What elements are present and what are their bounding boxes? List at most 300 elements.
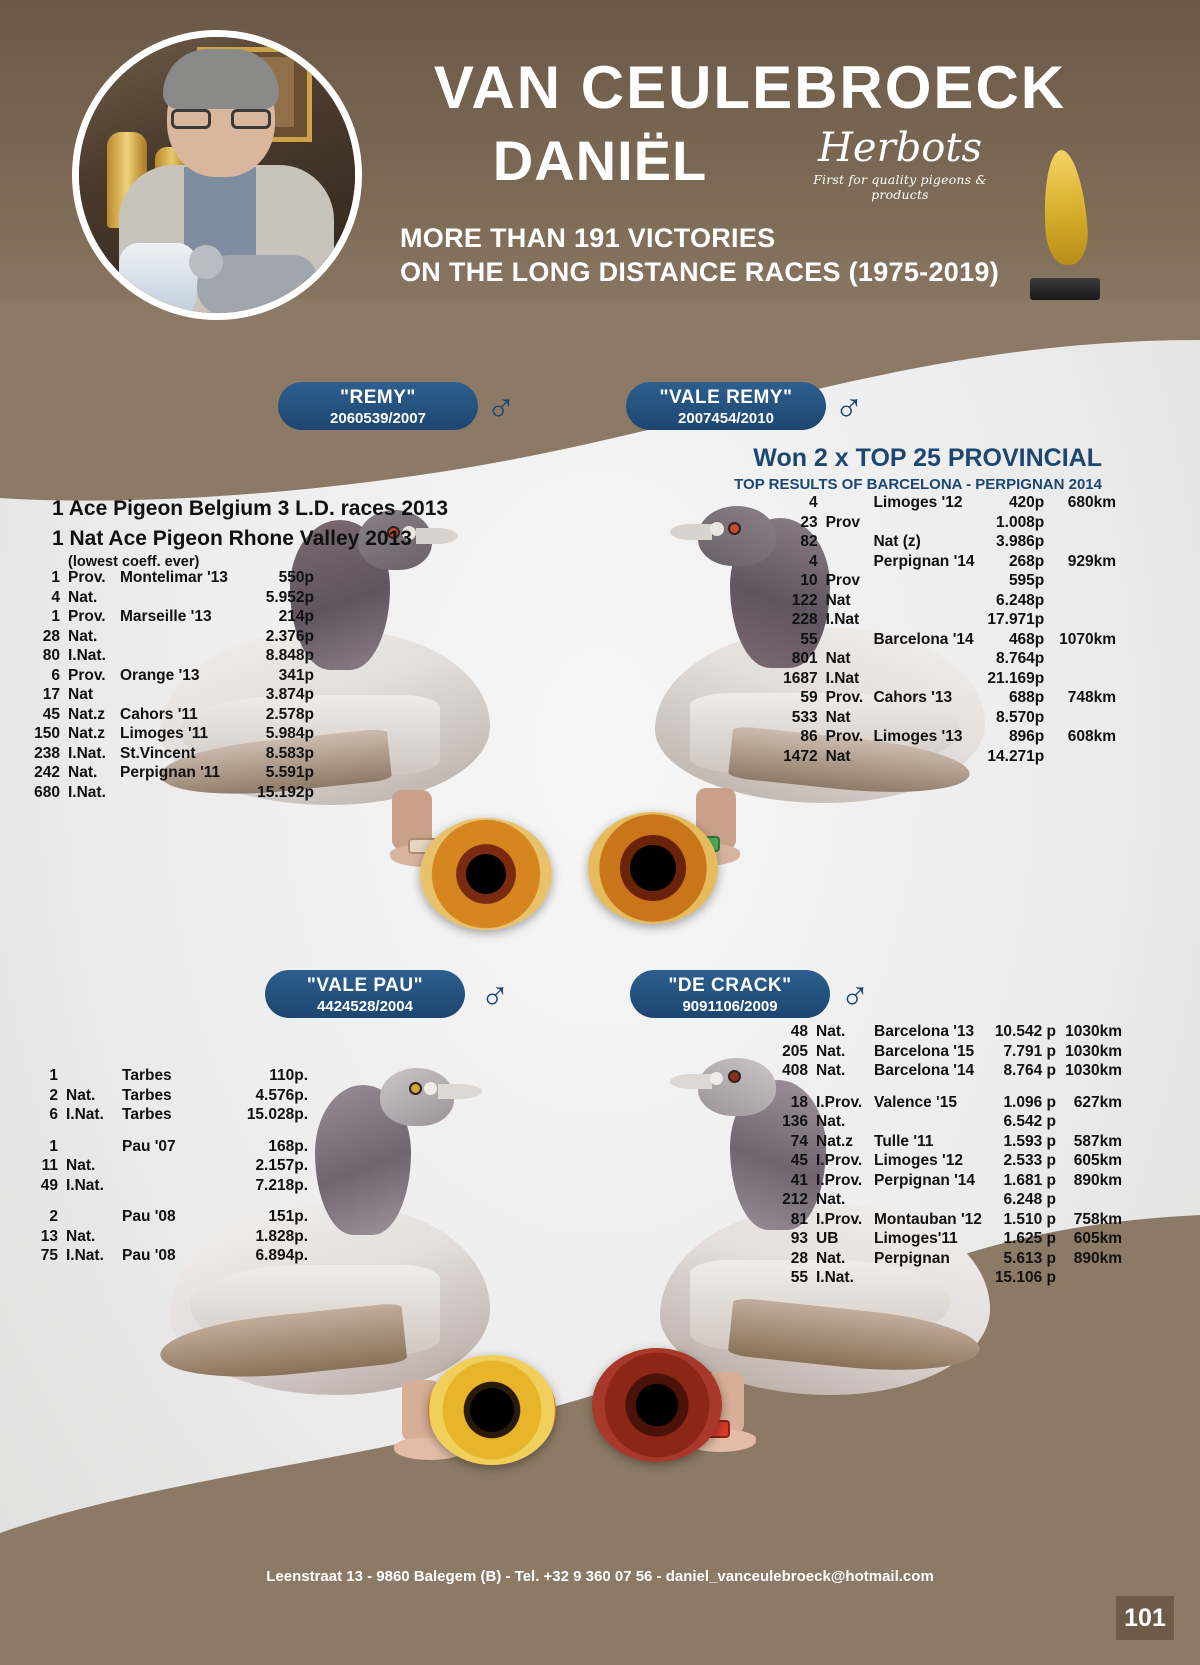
cell-birds: 7.218p. [255, 1176, 308, 1194]
cell-category: Prov. [825, 728, 864, 745]
cell-birds: 1.593 p [1003, 1132, 1056, 1150]
cell-position: 1472 [783, 747, 818, 765]
cell-distance [1048, 532, 1120, 552]
cell-birds: 2.157p. [255, 1157, 308, 1174]
cell-race: Cahors '13 [873, 689, 953, 706]
cell-position: 28 [42, 627, 60, 645]
cell-birds: 1.096 p [1003, 1093, 1056, 1111]
cell-category: Nat.z [68, 705, 106, 723]
cell-category: I.Nat. [66, 1106, 104, 1123]
cell-position: 242 [34, 764, 60, 781]
cell-birds: 5.613 p [1003, 1249, 1056, 1267]
cell-distance: 605km [1073, 1152, 1122, 1169]
cell-birds: 8.764p [996, 650, 1045, 667]
table-row [22, 763, 330, 783]
pigeon-ring-vale-pau: 4424528/2004 [317, 998, 413, 1015]
cell-birds: 595p [1008, 572, 1045, 589]
cell-category: Prov. [68, 666, 106, 684]
cell-category: Nat. [816, 1023, 846, 1040]
cell-category: Prov. [68, 608, 106, 625]
cell-race [869, 708, 978, 728]
cell-category [822, 630, 870, 650]
cell-category [62, 1066, 118, 1086]
cell-category: Nat [68, 686, 93, 703]
cell-race: Barcelona '15 [874, 1042, 975, 1060]
table-row [770, 1112, 1126, 1132]
table-row [22, 588, 330, 608]
table-row [770, 610, 1120, 630]
pigeon-ring-vale-remy: 2007454/2010 [678, 410, 774, 427]
table-row [22, 1066, 324, 1086]
cell-position: 4 [51, 588, 60, 606]
table-row [770, 1093, 1126, 1113]
table-row [22, 1125, 324, 1137]
cell-category [822, 532, 870, 552]
pigeon-badge-vale-remy [626, 382, 826, 430]
remy-headline-1: 1 Ace Pigeon Belgium 3 L.D. races 2013 [52, 497, 449, 520]
cell-position: 1 [49, 1137, 58, 1155]
cell-birds: 468p [1008, 630, 1045, 648]
cell-distance [1060, 1112, 1126, 1132]
cell-distance: 608km [1067, 728, 1116, 745]
cell-position: 2 [49, 1086, 58, 1104]
page-number: 101 [1116, 1596, 1174, 1640]
table-row [22, 783, 330, 803]
cell-race [118, 1156, 228, 1176]
cell-distance: 758km [1073, 1210, 1122, 1228]
table-row [770, 1081, 1126, 1093]
cell-birds: 2.533 p [1003, 1152, 1056, 1169]
table-row [22, 705, 330, 725]
cell-birds: 8.583p [265, 744, 314, 762]
cell-position: 45 [42, 705, 60, 723]
cell-position: 408 [782, 1062, 808, 1079]
eye-photo-vale-pau [428, 1355, 556, 1465]
cell-birds: 550p [278, 569, 314, 586]
cell-category: I.Nat [825, 669, 860, 687]
cell-position: 212 [782, 1191, 808, 1208]
cell-distance [1060, 1190, 1126, 1210]
cell-birds: 2.376p [265, 627, 314, 645]
cell-birds: 1.008p [996, 513, 1045, 531]
cell-position: 122 [791, 591, 818, 609]
cell-birds: 14.271p [987, 747, 1045, 765]
cell-category: Nat [825, 747, 851, 765]
cell-category: Nat. [816, 1042, 846, 1060]
cell-birds: 110p. [269, 1067, 308, 1084]
cell-position: 150 [34, 725, 60, 742]
cell-birds: 3.986p [996, 533, 1045, 550]
cell-category: Nat. [68, 588, 98, 606]
cell-birds: 6.542 p [1003, 1113, 1056, 1130]
cell-category: Nat [825, 708, 851, 726]
cell-category: Nat. [816, 1249, 846, 1267]
cell-category: I.Prov. [816, 1210, 863, 1228]
table-row [22, 666, 330, 686]
cell-category: Nat.z [816, 1132, 854, 1150]
cell-birds: 214p [278, 608, 314, 625]
results-table-vale-pau [22, 1066, 342, 1266]
cell-category: Nat [825, 650, 851, 667]
results-table-de-crack [770, 1022, 1130, 1288]
cell-category: I.Nat. [66, 1247, 104, 1264]
cell-category: Nat. [66, 1227, 96, 1245]
cell-position: 801 [791, 650, 818, 667]
cell-category: Prov [825, 513, 861, 531]
cell-category [822, 493, 870, 513]
cell-distance [1048, 513, 1120, 533]
table-row [770, 688, 1120, 708]
cell-distance [1048, 610, 1120, 630]
cell-race [116, 685, 248, 705]
cell-category: Nat. [66, 1157, 96, 1174]
table-row [770, 591, 1120, 611]
cell-birds: 3.874p [265, 686, 314, 703]
cell-position: 205 [782, 1042, 808, 1060]
cell-position: 55 [800, 630, 818, 648]
cell-birds: 6.248 p [1003, 1191, 1056, 1208]
table-row [770, 747, 1120, 767]
cell-position: 13 [40, 1227, 58, 1245]
cell-distance: 1030km [1065, 1023, 1122, 1040]
cell-birds: 688p [1008, 689, 1045, 706]
cell-distance [312, 1227, 324, 1247]
cell-distance [312, 1207, 324, 1227]
cell-category [822, 552, 870, 572]
cell-distance [318, 685, 330, 705]
table-row [22, 744, 330, 764]
table-row [22, 1227, 324, 1247]
cell-distance: 929km [1067, 552, 1116, 570]
page-title: VAN CEULEBROECK [433, 54, 1067, 121]
cell-distance [312, 1066, 324, 1086]
row-spacer [22, 1125, 324, 1137]
cell-race: Pau '08 [122, 1247, 176, 1264]
cell-distance: 890km [1073, 1249, 1122, 1267]
cell-birds: 5.591p [265, 764, 314, 781]
table-row [770, 513, 1120, 533]
pigeon-badge-vale-pau [265, 970, 465, 1018]
pigeon-name-de-crack: "DE CRACK" [668, 975, 792, 996]
cell-distance [318, 627, 330, 647]
pigeon-badge-remy [278, 382, 478, 430]
table-row [770, 630, 1120, 650]
table-row [22, 646, 330, 666]
eye-photo-vale-remy [588, 812, 718, 924]
cell-race [869, 649, 978, 669]
male-symbol-de-crack: ♂ [840, 973, 870, 1017]
cell-category: Prov [825, 572, 861, 589]
cell-race [869, 513, 978, 533]
cell-birds: 5.952p [265, 588, 314, 606]
cell-birds: 4.576p. [255, 1086, 308, 1104]
cell-race: Limoges '11 [120, 725, 209, 742]
table-row [770, 1190, 1126, 1210]
eye-photo-remy [420, 818, 552, 930]
herbots-brand-name: Herbots [818, 125, 982, 171]
cell-race: Perpignan '14 [873, 552, 975, 570]
cell-birds: 1.625 p [1003, 1230, 1056, 1247]
cell-birds: 15.028p. [246, 1106, 308, 1123]
cell-distance: 587km [1073, 1132, 1122, 1150]
table-row [770, 1249, 1126, 1269]
cell-distance [1048, 591, 1120, 611]
cell-position: 80 [42, 647, 60, 664]
pigeon-name-vale-remy: "VALE REMY" [659, 387, 793, 408]
male-symbol-vale-remy: ♂ [834, 385, 864, 429]
cell-position: 680 [34, 783, 60, 801]
pigeon-name-remy: "REMY" [340, 387, 416, 408]
cell-birds: 8.848p [265, 647, 314, 664]
cell-distance: 1030km [1065, 1042, 1122, 1060]
cell-birds: 341p [278, 666, 314, 684]
cell-distance: 605km [1073, 1230, 1122, 1247]
cell-birds: 10.542 p [994, 1023, 1056, 1040]
table-row [22, 568, 330, 588]
cell-category: I.Nat. [68, 744, 106, 762]
table-row [770, 532, 1120, 552]
cell-position: 10 [800, 572, 818, 589]
cell-category: Nat. [66, 1086, 96, 1104]
cell-birds: 6.894p. [255, 1247, 308, 1264]
cell-birds: 1.681 p [1003, 1171, 1056, 1189]
table-row [770, 1132, 1126, 1152]
pigeon-ring-de-crack: 9091106/2009 [682, 998, 778, 1015]
male-symbol-vale-pau: ♂ [480, 973, 510, 1017]
cell-distance: 890km [1073, 1171, 1122, 1189]
cell-distance: 748km [1067, 689, 1116, 706]
cell-position: 4 [808, 494, 818, 511]
cell-distance [312, 1176, 324, 1196]
cell-category: I.Nat. [66, 1176, 104, 1194]
pigeon-badge-de-crack [630, 970, 830, 1018]
cell-position: 4 [808, 552, 818, 570]
cell-position: 136 [782, 1113, 808, 1130]
cell-distance [318, 724, 330, 744]
cell-category: Nat [825, 591, 851, 609]
table-row [770, 649, 1120, 669]
cell-race: Pau '08 [122, 1208, 176, 1225]
herbots-brand-tagline: First for quality pigeons & products [813, 172, 987, 202]
cell-race: Perpignan [874, 1249, 950, 1267]
cell-race [869, 610, 978, 630]
cell-birds: 2.578p [265, 705, 314, 723]
cell-position: 86 [800, 728, 818, 745]
cell-category: I.Nat. [68, 783, 106, 801]
cell-race: St.Vincent [120, 744, 196, 762]
results-table-vale-remy [770, 493, 1120, 766]
cell-position: 533 [791, 708, 818, 726]
eye-photo-de-crack [592, 1348, 722, 1462]
fancier-portrait [72, 30, 362, 320]
table-row [770, 1210, 1126, 1230]
cell-position: 1 [49, 1067, 58, 1084]
cell-race: Montelimar '13 [120, 569, 228, 586]
cell-birds: 15.192p [257, 783, 314, 801]
table-row [770, 552, 1120, 572]
cell-race: Limoges '13 [873, 728, 963, 745]
cell-race: Montauban '12 [874, 1210, 982, 1228]
cell-distance [312, 1086, 324, 1106]
cell-birds: 1.828p. [255, 1227, 308, 1245]
cell-race [869, 669, 978, 689]
cell-category: UB [816, 1230, 839, 1247]
cell-race [869, 571, 978, 591]
cell-birds: 8.764 p [1003, 1062, 1056, 1079]
cell-category: Nat. [68, 627, 98, 645]
cell-race: Barcelona '14 [873, 630, 974, 648]
cell-category: I.Nat. [68, 647, 106, 664]
cell-category: Nat. [816, 1113, 846, 1130]
cell-position: 28 [790, 1249, 808, 1267]
cell-distance [318, 588, 330, 608]
cell-position: 6 [49, 1106, 58, 1123]
cell-position: 1 [51, 608, 60, 625]
cell-position: 228 [791, 611, 818, 628]
remy-headline-2: 1 Nat Ace Pigeon Rhone Valley 2013 [52, 527, 412, 550]
pigeon-ring-remy: 2060539/2007 [330, 410, 426, 427]
tagline-line-2: ON THE LONG DISTANCE RACES (1975-2019) [400, 256, 1000, 287]
cell-category: I.Prov. [816, 1171, 863, 1189]
cell-category: I.Prov. [816, 1093, 863, 1111]
cell-distance [1048, 571, 1120, 591]
cell-distance [318, 568, 330, 588]
cell-position: 17 [42, 686, 60, 703]
cell-position: 18 [790, 1093, 808, 1111]
cell-race [118, 1176, 228, 1196]
cell-distance [312, 1137, 324, 1157]
cell-distance [1048, 649, 1120, 669]
cell-position: 1687 [783, 669, 818, 687]
cell-position: 75 [40, 1247, 58, 1264]
cell-race: Cahors '11 [120, 705, 198, 723]
cell-distance [1048, 669, 1120, 689]
results-table-remy [22, 568, 332, 802]
cell-race [116, 588, 248, 608]
table-row [770, 1268, 1126, 1288]
cell-race [116, 627, 248, 647]
achievement-tagline [400, 222, 1040, 290]
cell-race: Perpignan '11 [120, 764, 221, 781]
table-row [770, 1022, 1126, 1042]
cell-position: 49 [40, 1176, 58, 1194]
table-row [770, 493, 1120, 513]
cell-distance [318, 744, 330, 764]
cell-distance [318, 705, 330, 725]
cell-birds: 17.971p [987, 611, 1045, 628]
cell-race [870, 1190, 986, 1210]
cell-position: 238 [34, 744, 60, 762]
cell-distance [312, 1156, 324, 1176]
cell-race [869, 591, 978, 611]
table-row [770, 1151, 1126, 1171]
table-row [22, 1195, 324, 1207]
cell-category: Prov. [68, 569, 106, 586]
cell-distance: 1030km [1065, 1062, 1122, 1079]
cell-race: Tarbes [122, 1106, 172, 1123]
table-row [770, 669, 1120, 689]
cell-category: Nat.z [68, 725, 106, 742]
table-row [770, 1171, 1126, 1191]
cell-category [62, 1137, 118, 1157]
vale-remy-title: Won 2 x TOP 25 PROVINCIAL [753, 444, 1102, 472]
table-row [770, 708, 1120, 728]
cell-distance [318, 607, 330, 627]
cell-race: Nat (z) [873, 533, 921, 550]
cell-distance [318, 646, 330, 666]
table-row [22, 685, 330, 705]
cell-distance [318, 783, 330, 803]
cell-category [62, 1207, 118, 1227]
table-row [770, 1042, 1126, 1062]
cell-distance: 1070km [1059, 630, 1116, 648]
cell-position: 48 [790, 1023, 808, 1040]
herbots-logo [790, 125, 1010, 202]
contact-info: Leenstraat 13 - 9860 Balegem (B) - Tel. +32 9 360 07 56 - daniel_vanceulebroeck@hotmail.com [266, 1568, 934, 1585]
cell-birds: 420p [1008, 494, 1045, 511]
table-row [22, 724, 330, 744]
gold-trophy-icon [1030, 150, 1100, 300]
tagline-line-1: MORE THAN 191 VICTORIES [400, 223, 776, 253]
table-row [22, 1207, 324, 1227]
table-row [22, 1156, 324, 1176]
cell-position: 2 [49, 1208, 58, 1225]
cell-race: Barcelona '14 [874, 1062, 975, 1079]
cell-category: Nat. [68, 764, 98, 781]
table-row [770, 1061, 1126, 1081]
cell-race: Limoges '12 [874, 1152, 963, 1169]
cell-position: 1 [51, 569, 60, 586]
cell-position: 11 [41, 1157, 58, 1174]
cell-race: Valence '15 [874, 1093, 957, 1111]
cell-position: 23 [800, 513, 818, 531]
cell-position: 6 [51, 666, 60, 684]
cell-birds: 21.169p [987, 669, 1045, 687]
cell-race: Barcelona '13 [874, 1023, 975, 1040]
cell-distance [312, 1105, 324, 1125]
cell-birds: 7.791 p [1003, 1042, 1056, 1060]
cell-race: Marseille '13 [120, 608, 212, 625]
row-spacer [770, 1081, 1126, 1093]
footer-bar [0, 1540, 1200, 1665]
remy-note: (lowest coeff. ever) [68, 554, 200, 570]
male-symbol-remy: ♂ [486, 385, 516, 429]
cell-distance: 627km [1073, 1093, 1122, 1111]
cell-distance [1048, 708, 1120, 728]
cell-distance [318, 666, 330, 686]
cell-race: Limoges'11 [874, 1230, 958, 1247]
cell-category: Nat. [816, 1062, 846, 1079]
cell-birds: 5.984p [265, 725, 314, 742]
cell-position: 82 [800, 533, 818, 550]
table-row [22, 1246, 324, 1266]
cell-position: 41 [790, 1171, 808, 1189]
cell-position: 81 [790, 1210, 808, 1228]
cell-race: Perpignan '14 [874, 1171, 976, 1189]
pigeon-name-vale-pau: "VALE PAU" [306, 975, 424, 996]
cell-race: Orange '13 [120, 666, 200, 684]
cell-race [116, 783, 248, 803]
cell-category: Prov. [825, 689, 864, 706]
cell-category: I.Prov. [816, 1152, 863, 1169]
cell-distance [312, 1246, 324, 1266]
table-row [22, 1105, 324, 1125]
cell-birds: 8.570p [996, 708, 1045, 726]
cell-race: Tarbes [122, 1067, 172, 1084]
cell-race [118, 1227, 228, 1247]
table-row [22, 1086, 324, 1106]
cell-birds: 6.248p [996, 591, 1045, 609]
